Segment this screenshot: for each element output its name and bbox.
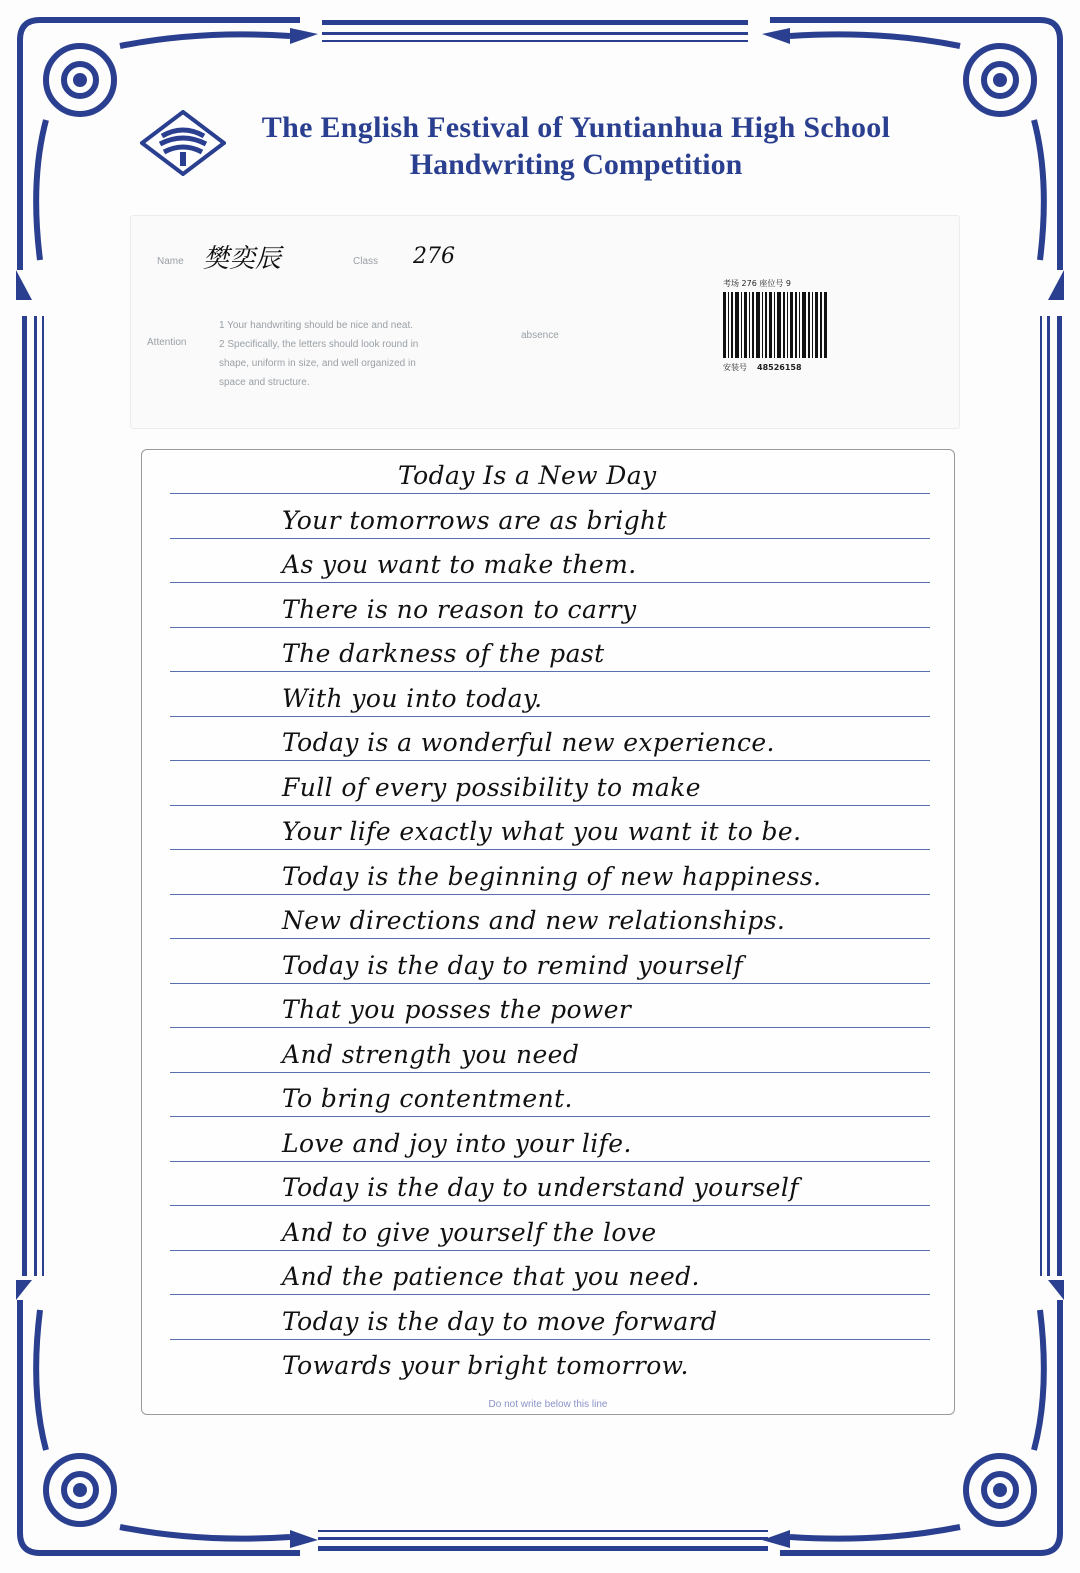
poem-line: With you into today. xyxy=(282,683,543,713)
poem-line: Today is the day to remind yourself xyxy=(282,950,744,980)
student-info-card xyxy=(130,215,960,429)
absence-label: absence xyxy=(521,330,559,341)
attention-label: Attention xyxy=(147,337,187,348)
poem-line: To bring contentment. xyxy=(282,1084,573,1113)
ruled-line xyxy=(170,1339,930,1340)
class-label: Class xyxy=(353,256,379,267)
class-value: 276 xyxy=(413,244,455,269)
poem-line: Love and joy into your life. xyxy=(282,1128,632,1158)
poem-line: That you posses the power xyxy=(282,995,632,1024)
ruled-line xyxy=(170,1116,930,1117)
poem-line: Today is a wonderful new experience. xyxy=(282,728,775,757)
poem-line: Today is the day to understand yourself xyxy=(282,1173,799,1202)
poem-line: New directions and new relationships. xyxy=(282,906,786,935)
school-emblem-icon xyxy=(140,110,226,176)
ruled-line xyxy=(170,760,930,761)
name-value: 樊奕辰 xyxy=(203,244,282,274)
barcode-bottom-label: 安装号 xyxy=(723,363,747,372)
barcode-bottom-text xyxy=(723,362,812,373)
name-label: Name xyxy=(157,256,184,267)
ruled-line xyxy=(170,1294,930,1295)
title-line-1: The English Festival of Yuntianhua High School xyxy=(261,111,891,144)
attention-item: shape, uniform in size, and well organized in xyxy=(219,358,416,369)
attention-list xyxy=(219,316,509,392)
poem-line: And the patience that you need. xyxy=(282,1262,700,1291)
ruled-line xyxy=(170,716,930,717)
barcode-icon xyxy=(723,292,829,358)
poem-line: And to give yourself the love xyxy=(282,1217,657,1247)
barcode-number: 48526158 xyxy=(757,363,802,372)
ruled-line xyxy=(170,849,930,850)
poem-line: Today is the day to move forward xyxy=(282,1306,718,1336)
ruled-line xyxy=(170,805,930,806)
title xyxy=(236,108,916,182)
attention-item: 2 Specifically, the letters should look round in xyxy=(219,339,419,350)
footer-note: Do not write below this line xyxy=(488,1399,608,1410)
ruled-line xyxy=(170,538,930,539)
ruled-line xyxy=(170,1027,930,1028)
ruled-line xyxy=(170,894,930,895)
ruled-line xyxy=(170,1205,930,1206)
ruled-line xyxy=(170,938,930,939)
poem-line: And strength you need xyxy=(282,1039,580,1069)
ruled-line xyxy=(170,493,930,494)
poem-line: Towards your bright tomorrow. xyxy=(282,1351,689,1380)
barcode-label xyxy=(723,278,833,378)
poem-line: Your life exactly what you want it to be. xyxy=(282,817,802,846)
poem-line: Your tomorrows are as bright xyxy=(282,505,667,535)
poem-line: As you want to make them. xyxy=(282,550,637,579)
ruled-line xyxy=(170,1250,930,1251)
ruled-line xyxy=(170,627,930,628)
ruled-line xyxy=(170,1072,930,1073)
poem-line: The darkness of the past xyxy=(282,639,605,668)
poem-line: Today is the beginning of new happiness. xyxy=(282,861,822,891)
writing-area xyxy=(141,449,955,1415)
ruled-line xyxy=(170,983,930,984)
poem-line: Full of every possibility to make xyxy=(282,772,701,802)
title-line-2: Handwriting Competition xyxy=(409,148,743,181)
ruled-line xyxy=(170,1161,930,1162)
header xyxy=(140,108,940,188)
barcode-top-text: 考场 276 座位号 9 xyxy=(723,279,791,288)
ruled-line xyxy=(170,671,930,672)
poem-line: There is no reason to carry xyxy=(282,594,637,624)
attention-item: space and structure. xyxy=(219,377,310,388)
ruled-line xyxy=(170,582,930,583)
attention-item: 1 Your handwriting should be nice and neat. xyxy=(219,320,414,331)
poem-title: Today Is a New Day xyxy=(398,461,657,490)
